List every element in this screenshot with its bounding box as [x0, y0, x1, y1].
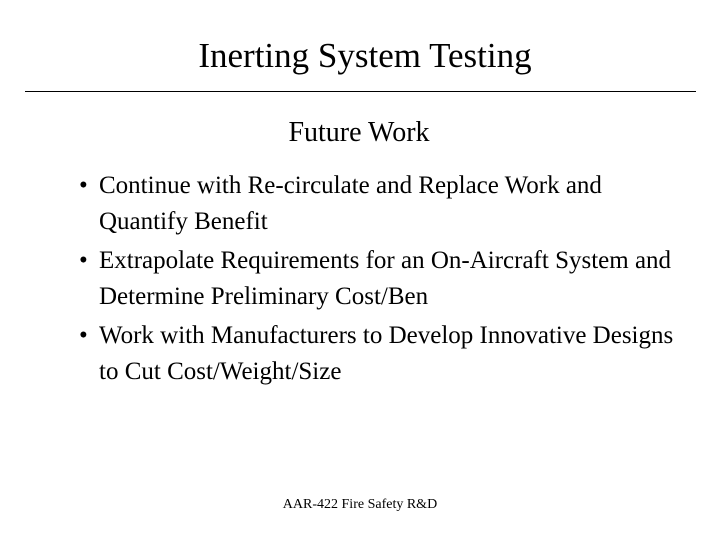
title-divider: [25, 91, 696, 92]
bullet-item: [75, 318, 675, 390]
bullet-marker: •: [79, 172, 88, 199]
bullet-marker: •: [79, 247, 88, 274]
bullet-marker: •: [79, 322, 88, 349]
slide-title: Inerting System Testing: [198, 36, 532, 75]
slide-subtitle: Future Work: [288, 117, 430, 148]
bullet-text: Continue with Re-circulate and Replace Work and Quantify Benefit: [99, 172, 602, 235]
bullet-item: [75, 168, 675, 240]
bullet-text: Extrapolate Requirements for an On-Aircraft System and Determine Preliminary Cost/Ben: [99, 247, 672, 310]
bullet-text: Work with Manufacturers to Develop Innovative Designs to Cut Cost/Weight/Size: [99, 322, 674, 385]
slide-footer: AAR-422 Fire Safety R&D: [282, 497, 438, 512]
bullet-list: [75, 168, 675, 393]
bullet-item: [75, 243, 675, 315]
